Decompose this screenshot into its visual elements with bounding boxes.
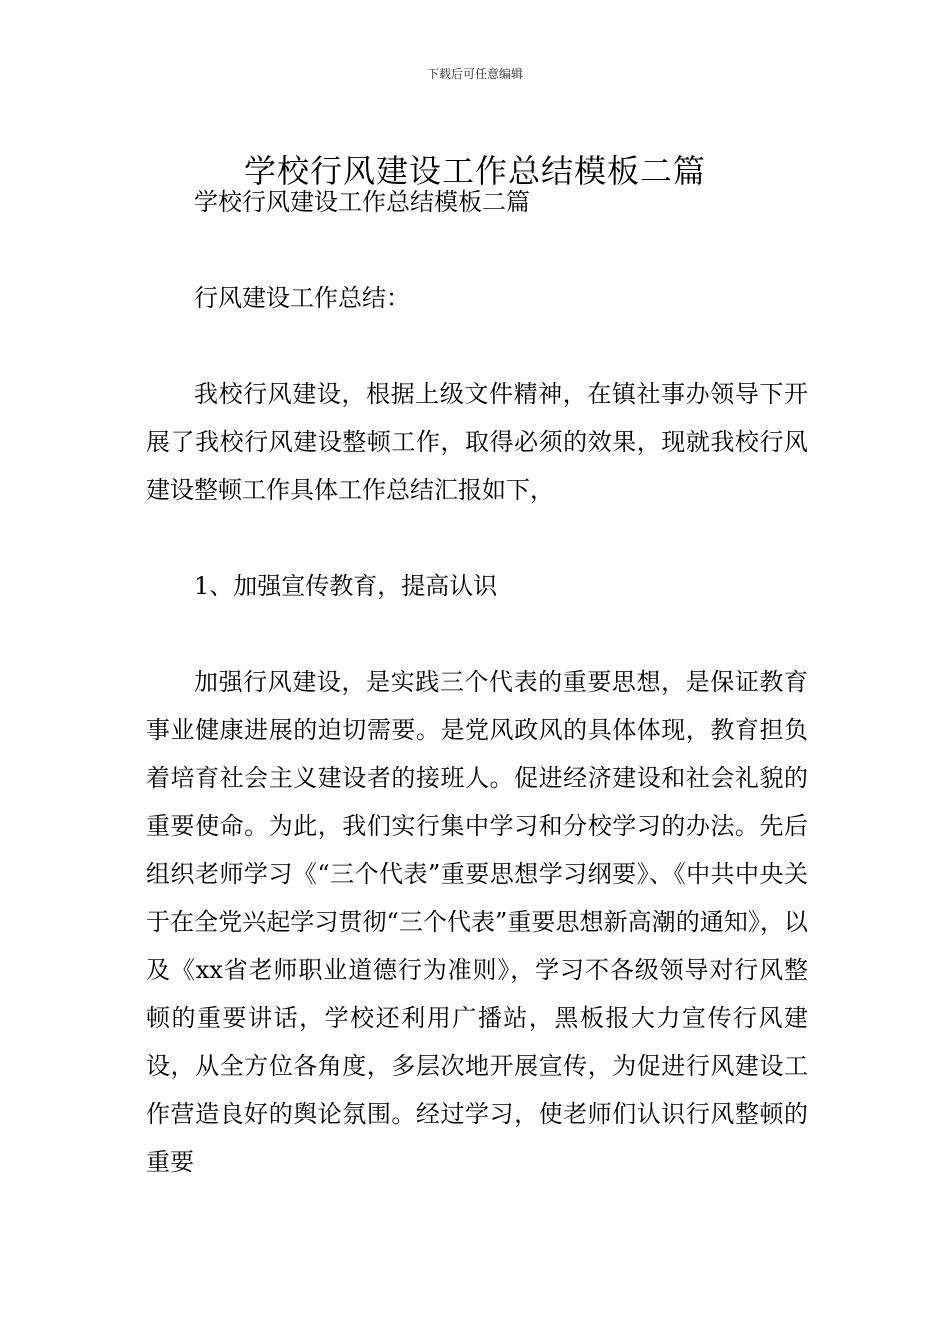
document-title: 学校行风建设工作总结模板二篇 [243, 152, 706, 191]
blank-line [146, 514, 808, 562]
blank-line [146, 322, 808, 370]
section-label: 行风建设工作总结： [194, 284, 410, 312]
item-1-paragraph: 加强行风建设，是实践三个代表的重要思想，是保证教育事业健康进展的迫切需要。是党风政风的具体体现，教育担负着培育社会主义建设者的接班人。促进经济建设和社会礼貌的重要使命。为此，我们实行集中学习和分校学习的办法。先后组织老师学习《“三个代表”重要思想学习纲要》、《中共中央关于在全党兴起学习贯彻“三个代表”重要思想新高潮的通知》，以及《xx省老师职业道德行为准则》，学习不各级领导对行风整顿的重要讲话，学校还利用广播站，黑板报大力宣传行风建设，从全方位各角度，多层次地开展宣传，为促进行风建设工作营造良好的舆论氛围。经过学习，使老师们认识行风整顿的重要 [146, 668, 808, 1176]
document-body [146, 178, 808, 1186]
item-1-heading: 1、加强宣传教育，提高认识 [194, 572, 498, 600]
header-note: 下载后可任意编辑 [426, 67, 523, 81]
subtitle: 学校行风建设工作总结模板二篇 [194, 188, 530, 216]
blank-line [146, 226, 808, 274]
blank-line [146, 610, 808, 658]
intro-paragraph: 我校行风建设，根据上级文件精神，在镇社事办领导下开展了我校行风建设整顿工作，取得必须的效果，现就我校行风建设整顿工作具体工作总结汇报如下， [146, 380, 808, 504]
